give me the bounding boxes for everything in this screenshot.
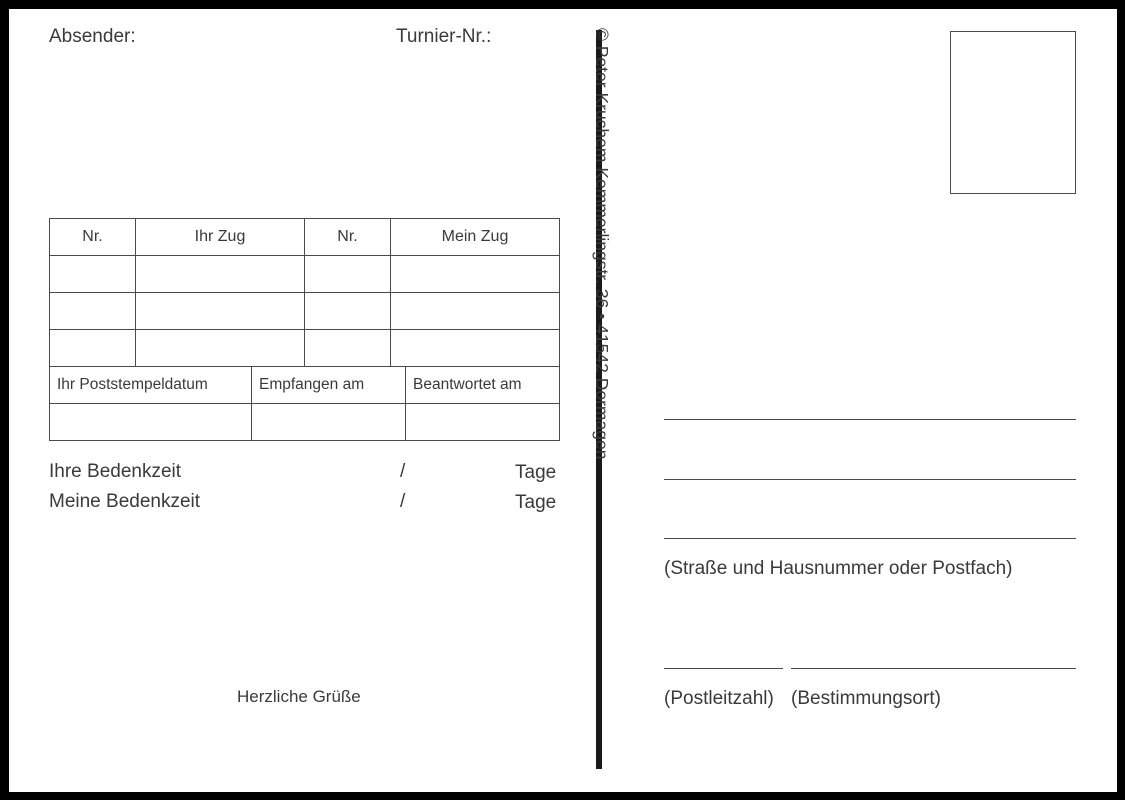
cell <box>305 330 391 367</box>
address-line <box>664 419 1076 420</box>
cell <box>305 293 391 330</box>
cell <box>50 256 136 293</box>
address-line <box>664 538 1076 539</box>
city-line <box>791 668 1076 669</box>
moves-header-row <box>50 219 560 256</box>
stamp-box <box>950 31 1076 194</box>
street-label: (Straße und Hausnummer oder Postfach) <box>664 558 1013 579</box>
city-label: (Bestimmungsort) <box>791 688 941 709</box>
col-nr: Nr. <box>50 219 136 256</box>
cell <box>406 404 560 441</box>
cell <box>252 404 406 441</box>
zip-line <box>664 668 783 669</box>
address-line <box>664 479 1076 480</box>
table-row <box>50 330 560 367</box>
table-row <box>50 404 560 441</box>
cell <box>136 256 305 293</box>
days-unit: Tage <box>515 492 557 513</box>
dates-header-row <box>50 367 560 404</box>
days-unit: Tage <box>515 462 557 483</box>
your-thinking-time-label: Ihre Bedenkzeit <box>49 461 182 482</box>
postmark-date-label: Ihr Poststempeldatum <box>50 367 252 404</box>
closing-greeting: Herzliche Grüße <box>237 687 361 706</box>
zip-label: (Postleitzahl) <box>664 688 774 709</box>
moves-table <box>49 218 560 367</box>
cell <box>136 293 305 330</box>
cell <box>50 330 136 367</box>
slash-separator: / <box>400 491 406 512</box>
slash-separator: / <box>400 461 406 482</box>
cell <box>136 330 305 367</box>
col-your-move: Ihr Zug <box>136 219 305 256</box>
cell <box>50 293 136 330</box>
dates-table <box>49 366 560 441</box>
sender-label: Absender: <box>49 26 136 47</box>
col-my-move: Mein Zug <box>391 219 560 256</box>
copyright-address: © Peter Kruchem Kemmerlingstr. 36 • 41542 Dormagen <box>592 28 612 460</box>
table-row <box>50 256 560 293</box>
received-label: Empfangen am <box>252 367 406 404</box>
cell <box>391 256 560 293</box>
cell <box>305 256 391 293</box>
col-nr-2: Nr. <box>305 219 391 256</box>
answered-label: Beantwortet am <box>406 367 560 404</box>
cell <box>391 330 560 367</box>
cell <box>50 404 252 441</box>
my-thinking-time-label: Meine Bedenkzeit <box>49 491 201 512</box>
cell <box>391 293 560 330</box>
tournament-number-label: Turnier-Nr.: <box>396 26 492 47</box>
table-row <box>50 293 560 330</box>
